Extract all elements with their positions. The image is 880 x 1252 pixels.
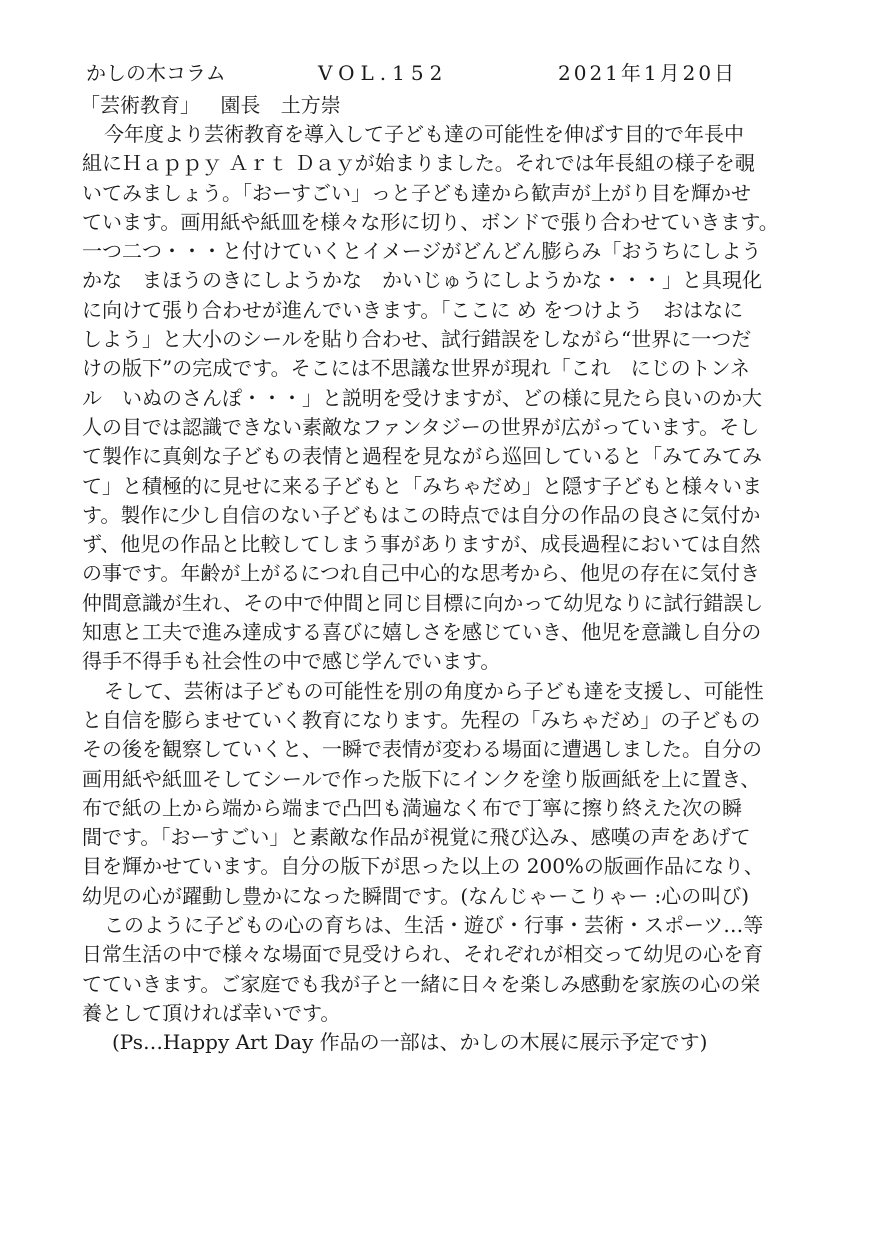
body-line: かな まほうのきにしようかな かいじゅうにしようかな・・・」と具現化: [82, 268, 762, 293]
author-role: 園長: [220, 93, 261, 117]
title-line: [80, 90, 355, 120]
postscript-line: (Ps…Happy Art Day 作品の一部は、かしの木展に展示予定です): [112, 1030, 708, 1055]
column-name: かしの木コラム: [86, 61, 226, 85]
volume-number: VOL.152: [318, 61, 449, 85]
body-line: しよう」と大小のシールを貼り合わせ、試行錯誤をしながら“世界に一つだ: [82, 327, 752, 352]
body-line: て製作に真剣な子どもの表情と過程を見ながら巡回していると「みてみてみ: [82, 444, 762, 469]
body-line: いてみましょう。「おーすごい」っと子ども達から歓声が上がり目を輝かせ: [82, 180, 751, 205]
body-line: に向けて張り合わせが進んでいきます。「ここに め をつけよう おはなに: [82, 297, 744, 322]
body-line: の事です。年齢が上がるにつれ自己中心的な思考から、他児の存在に気付き: [82, 561, 760, 586]
body-line: ず、他児の作品と比較してしまう事がありますが、成長過程においては自然: [82, 532, 761, 557]
body-line: 養として頂ければ幸いです。: [82, 1000, 341, 1025]
body-line: て」と積極的に見せに来る子どもと「みちゃだめ」と隠す子どもと様々いま: [82, 473, 762, 498]
body-line: そして、芸術は子どもの可能性を別の角度から子ども達を支援し、可能性: [104, 678, 764, 703]
article-title: 「芸術教育」: [80, 93, 200, 117]
body-line: 一つ二つ・・・と付けていくとイメージがどんどん膨らみ「おうちにしよう: [82, 239, 762, 264]
body-line: と自信を膨らませていく教育になります。先程の「みちゃだめ」の子どもの: [82, 707, 761, 732]
body-line: す。製作に少し自信のない子どもはこの時点では自分の作品の良さに気付か: [82, 502, 761, 527]
body-line: 目を輝かせています。自分の版下が思った以上の 200%の版画作品になり、: [82, 854, 764, 879]
body-line: けの版下”の完成です。そこには不思議な世界が現れ「これ にじのトンネ: [82, 356, 751, 381]
body-line: 知恵と工夫で進み達成する喜びに嬉しさを感じていき、他児を意識し自分の: [82, 620, 762, 645]
body-line: 画用紙や紙皿そしてシールで作った版下にインクを塗り版画紙を上に置き、: [82, 766, 761, 791]
body-line: このように子どもの心の育ちは、生活・遊び・行事・芸術・スポーツ…等: [104, 913, 764, 938]
column-header: [86, 58, 806, 88]
body-line: 仲間意識が生れ、その中で仲間と同じ目標に向かって幼児なりに試行錯誤し: [82, 590, 764, 615]
author-name: 土方崇: [280, 93, 341, 117]
body-line: 組にＨａｐｐｙ Ａｒｔ Ｄａｙが始まりました。それでは年長組の様子を覗: [82, 151, 755, 176]
body-line: てていきます。ご家庭でも我が子と一緒に日々を楽しみ感動を家族の心の栄: [82, 971, 761, 996]
body-line: 得手不得手も社会性の中で感じ学んでいます。: [82, 649, 501, 674]
body-line: 人の目では認識できない素敵なファンタジーの世界が広がっています。そし: [82, 414, 760, 439]
body-line: 日常生活の中で様々な場面で見受けられ、それぞれが相交って幼児の心を育: [82, 942, 764, 967]
body-line: その後を観察していくと、一瞬で表情が変わる場面に遭遇しました。自分の: [82, 737, 762, 762]
body-line: 布で紙の上から端から端まで凸凹も満遍なく布で丁寧に擦り終えた次の瞬: [82, 795, 742, 820]
article-body: [82, 120, 812, 1058]
body-line: 幼児の心が躍動し豊かになった瞬間です。(なんじゃーこりゃー :心の叫び): [82, 883, 750, 908]
body-line: ル いぬのさんぽ・・・」と説明を受けますが、どの様に見たら良いのか大: [82, 385, 762, 410]
body-line: ています。画用紙や紙皿を様々な形に切り、ボンドで張り合わせていきます。: [82, 209, 779, 234]
body-line: 間です。「おーすごい」と素敵な作品が視覚に飛び込み、感嘆の声をあげて: [82, 825, 751, 850]
body-line: 今年度より芸術教育を導入して子ども達の可能性を伸ばす目的で年長中: [104, 122, 744, 146]
issue-date: 2021年1月20日: [558, 61, 738, 85]
